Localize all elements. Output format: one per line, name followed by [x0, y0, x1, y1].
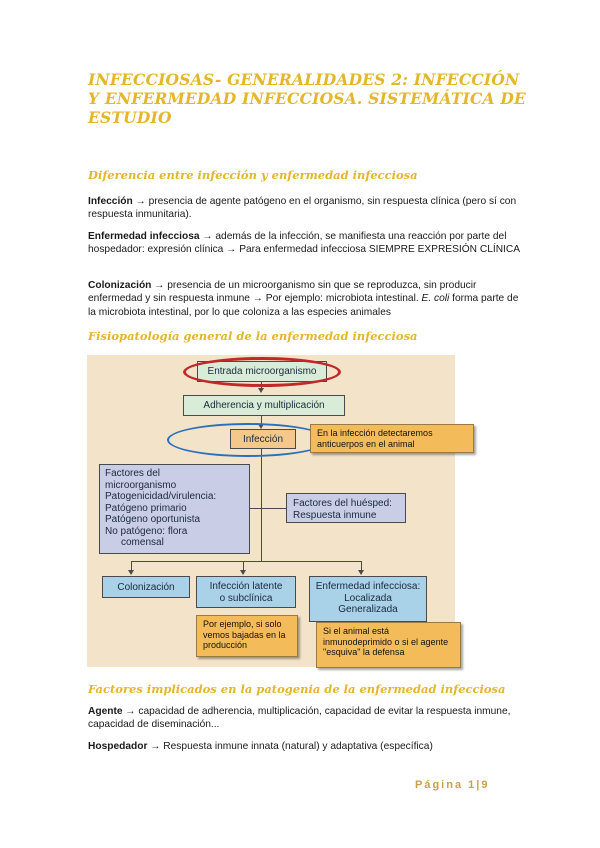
paragraph-infeccion	[88, 195, 526, 222]
arrow-down-icon	[240, 570, 246, 575]
huesped-line: Factores del huésped:	[293, 498, 392, 509]
paragraph-hospedador	[88, 740, 526, 753]
factor-line: Patógeno oportunista	[105, 514, 201, 525]
box-colonizacion: Colonización	[102, 576, 190, 598]
factor-line: No patógeno: flora	[105, 525, 188, 537]
box-adherencia: Adherencia y multiplicación	[183, 395, 345, 416]
box-entrada: Entrada microorganismo	[197, 361, 327, 382]
heading-factores: Factores implicados en la patogenia de la enfermedad infecciosa	[88, 682, 506, 696]
text-ecoli: E. coli	[421, 293, 450, 305]
text-infeccion: → presencia de agente patógeno en el organismo, sin respuesta clínica (pero sí con respuesta inmunitaria).	[88, 196, 517, 221]
paragraph-agente	[88, 705, 526, 732]
note-enfermedad: Si el animal está inmunodeprimido o si el agente "esquiva" la defensa	[316, 622, 461, 668]
huesped-line: Respuesta inmune	[293, 509, 377, 521]
text-enfermedad: → además de la infección, se manifiesta una reacción por parte del hospedador: expresión clínica → Para enfermedad infecciosa SIEMPRE EXPRESIÓN CLÍNICA	[88, 231, 521, 256]
page-number: Página 1|9	[415, 779, 490, 791]
connector-line	[261, 449, 262, 561]
highlight-ellipse-blue	[167, 423, 329, 457]
term-agente: Agente	[88, 706, 123, 717]
document-title: INFECCIOSAS- GENERALIDADES 2: INFECCIÓN Y ENFERMEDAD INFECCIOSA. SISTEMÁTICA DE ESTUDIO	[88, 70, 527, 127]
paragraph-enfermedad	[88, 230, 526, 257]
connector-line	[250, 508, 286, 509]
text-hospedador: → Respuesta inmune innata (natural) y adaptativa (específica)	[147, 741, 433, 752]
heading-diferencia: Diferencia entre infección y enfermedad infecciosa	[88, 168, 418, 182]
latente-line: Infección latente	[209, 581, 283, 592]
box-factores-huesped	[286, 493, 406, 523]
heading-fisiopatologia: Fisiopatología general de la enfermedad infecciosa	[88, 329, 418, 343]
arrow-down-icon	[128, 570, 134, 575]
enfermedad-line: Generalizada	[338, 604, 398, 615]
factor-line: Patogenicidad/virulencia:	[105, 491, 217, 502]
factor-line: Factores del	[105, 468, 161, 479]
enfermedad-line: Enfermedad infecciosa:	[315, 581, 421, 592]
arrow-down-icon	[358, 570, 364, 575]
term-enfermedad: Enfermedad infecciosa	[88, 231, 200, 242]
factor-line: Patógeno primario	[105, 502, 187, 514]
box-infeccion: Infección	[230, 429, 296, 449]
text-colonizacion-2: forma parte de la microbiota intestinal, por lo que coloniza a las especies animales	[88, 293, 519, 318]
box-factores-microorganismo	[99, 464, 250, 554]
factor-line: microorganismo	[105, 479, 177, 491]
text-colonizacion-1: → presencia de un microorganismo sin que se reproduzca, sin producir enfermedad y sin respuesta inmune → Por ejemplo: microbiota intestinal.	[88, 280, 477, 305]
latente-line: o subclínica	[219, 592, 273, 604]
note-latente: Por ejemplo, si solo vemos bajadas en la producción	[196, 615, 298, 657]
term-infeccion: Infección	[88, 196, 133, 207]
connector-line	[131, 561, 361, 562]
term-colonizacion: Colonización	[88, 280, 152, 291]
term-hospedador: Hospedador	[88, 741, 148, 752]
factor-line: comensal	[121, 537, 164, 548]
paragraph-colonizacion	[88, 279, 526, 319]
box-infeccion-latente	[196, 576, 296, 608]
note-infeccion: En la infección detectaremos anticuerpos en el animal	[310, 424, 474, 453]
arrow-down-icon	[258, 388, 264, 393]
highlight-ellipse-red	[183, 357, 341, 387]
text-agente: → capacidad de adherencia, multiplicación, capacidad de evitar la respuesta inmune, capacidad de diseminación...	[88, 706, 511, 731]
box-enfermedad-infecciosa	[309, 576, 427, 622]
enfermedad-line: Localizada	[344, 592, 392, 604]
